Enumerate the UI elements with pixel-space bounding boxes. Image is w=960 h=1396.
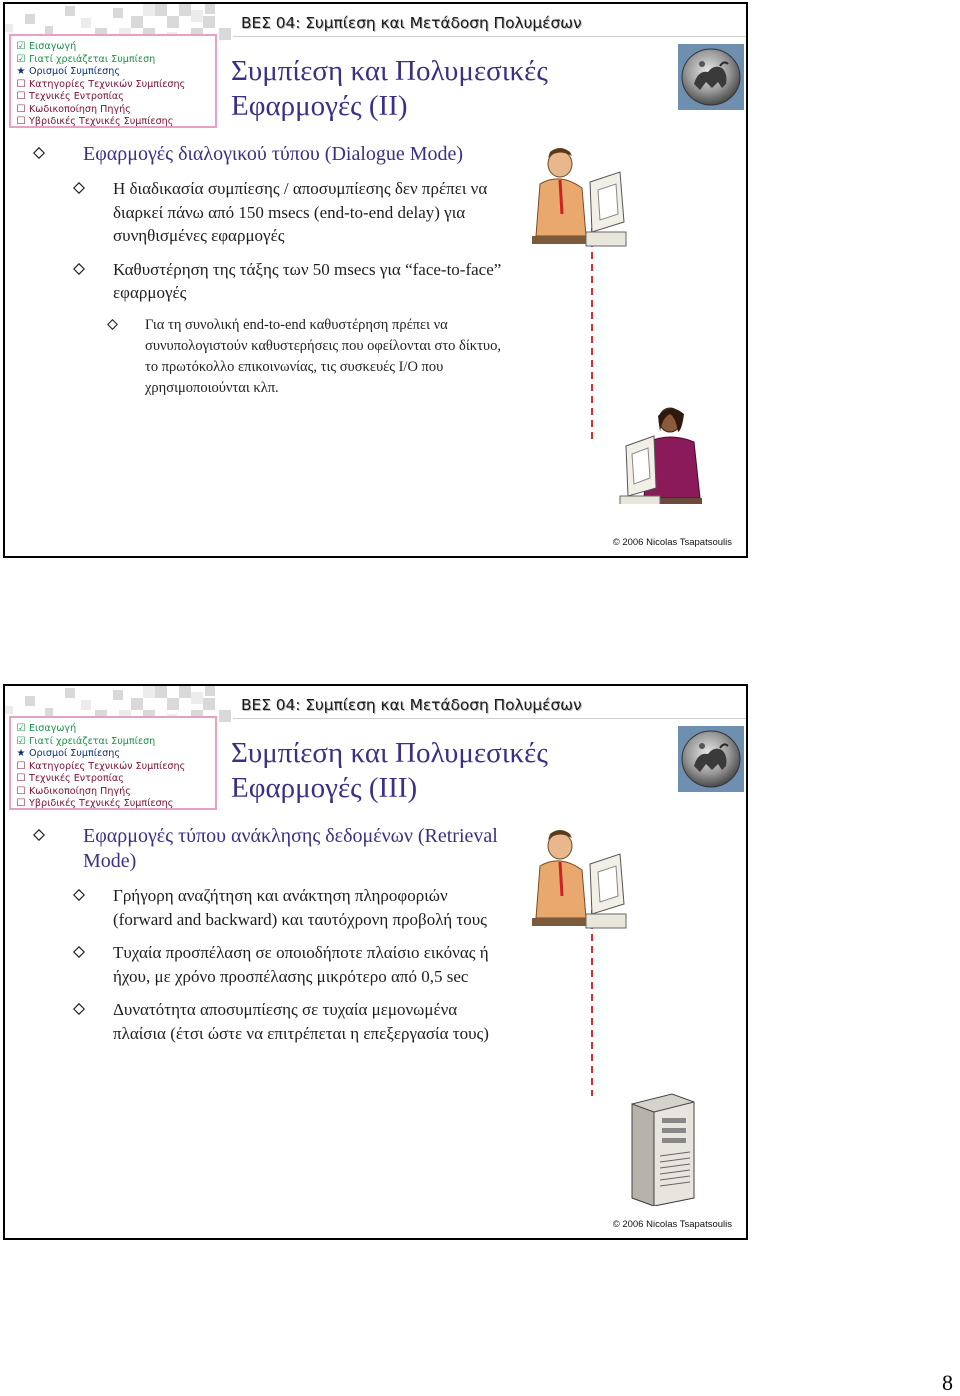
checkbox-empty-icon: ☐: [16, 91, 26, 102]
sub-bullet: [33, 258, 503, 305]
course-title: ΒΕΣ 04: Συμπίεση και Μετάδοση Πολυμέσων: [241, 696, 582, 714]
star-icon: ★: [16, 66, 26, 77]
nav-item-introduction[interactable]: [15, 41, 215, 54]
checkbox-empty-icon: ☐: [16, 103, 26, 115]
nav-item-categories[interactable]: [15, 761, 215, 774]
copyright-notice: © 2006 Nicolas Tsapatsoulis: [612, 1219, 732, 1230]
sub-bullet-text: Καθυστέρηση της τάξης των 50 msecs για “face-to-face” εφαρμογές: [113, 259, 502, 302]
course-title: ΒΕΣ 04: Συμπίεση και Μετάδοση Πολυμέσων: [241, 14, 582, 32]
checkbox-checked-icon: ☑: [16, 41, 26, 52]
diamond-bullet-icon: [73, 263, 85, 275]
checkbox-empty-icon: ☐: [16, 798, 26, 809]
nav-item-definitions[interactable]: [15, 66, 215, 79]
man-at-computer-figure: [532, 830, 626, 928]
nav-item-label: Κατηγορίες Τεχνικών Συμπίεσης: [29, 760, 186, 772]
nav-item-entropy[interactable]: [15, 773, 215, 786]
star-icon: ★: [16, 748, 26, 759]
header-divider: [233, 718, 746, 719]
nav-item-source-coding[interactable]: [15, 786, 215, 799]
slide-content: [33, 142, 503, 407]
sub-bullet: [33, 941, 503, 988]
outline-nav: [9, 34, 217, 128]
nav-item-definitions[interactable]: [15, 748, 215, 761]
nav-item-hybrid[interactable]: [15, 798, 215, 811]
diamond-bullet-icon: [73, 946, 85, 958]
checkbox-empty-icon: ☐: [16, 773, 26, 784]
nav-item-introduction[interactable]: [15, 723, 215, 736]
heading-line-2: Εφαρμογές (ΙΙ): [231, 90, 408, 122]
man-at-computer-figure: [532, 148, 626, 246]
nav-item-why-compression[interactable]: [15, 54, 215, 67]
main-bullet: [33, 142, 503, 167]
diamond-bullet-icon: [107, 319, 118, 330]
heading-line-1: Συμπίεση και Πολυμεσικές: [231, 737, 548, 769]
slide-1: [3, 2, 748, 558]
sub-bullet-text: Γρήγορη αναζήτηση και ανάκτηση πληροφοριών (forward and backward) και ταυτόχρονη προβολή τους: [113, 886, 487, 929]
sub-bullet: [33, 998, 503, 1045]
checkbox-checked-icon: ☑: [16, 735, 26, 747]
sub-bullet: [33, 884, 503, 931]
outline-nav: [9, 716, 217, 810]
nav-item-categories[interactable]: [15, 79, 215, 92]
main-bullet: [33, 824, 503, 874]
nav-item-hybrid[interactable]: [15, 116, 215, 129]
heading-line-2: Εφαρμογές (ΙΙΙ): [231, 772, 418, 804]
nav-item-label: Τεχνικές Εντροπίας: [29, 91, 124, 102]
diamond-bullet-icon: [73, 889, 85, 901]
sub-bullet-text: Τυχαία προσπέλαση σε οποιοδήποτε πλαίσιο εικόνας ή ήχου, με χρόνο προσπέλασης μικρότερο από 0,5 sec: [113, 943, 489, 986]
nav-item-label: Κατηγορίες Τεχνικών Συμπίεσης: [29, 78, 186, 90]
slide-2: [3, 684, 748, 1240]
nav-item-label: Τεχνικές Εντροπίας: [29, 773, 124, 784]
copyright-notice: © 2006 Nicolas Tsapatsoulis: [612, 537, 732, 548]
retrieval-illustration: [520, 826, 725, 1206]
ancient-coin-logo: [678, 44, 744, 110]
nav-item-label: Γιατί χρειάζεται Συμπίεση: [29, 735, 156, 747]
slide-heading: [231, 54, 548, 124]
ancient-coin-logo: [678, 726, 744, 792]
nav-item-label: Υβριδικές Τεχνικές Συμπίεσης: [29, 116, 174, 127]
diamond-bullet-icon: [33, 147, 45, 159]
nav-item-label: Ορισμοί Συμπίεσης: [29, 748, 120, 759]
dialogue-illustration: [520, 144, 725, 504]
page-number: 8: [942, 1370, 953, 1395]
sub-bullet-text: Η διαδικασία συμπίεσης / αποσυμπίεσης δεν πρέπει να διαρκεί πάνω από 150 msecs (end-to-end delay) για συνηθισμένες εφαρμογές: [113, 179, 488, 245]
server-tower-figure: [632, 1094, 694, 1206]
subsub-bullet: [33, 315, 503, 399]
sub-bullet-text: Δυνατότητα αποσυμπίεσης σε τυχαία μεμονωμένα πλαίσια (έτσι ώστε να επιτρέπεται η επεξεργασία τους): [113, 1000, 489, 1043]
heading-line-1: Συμπίεση και Πολυμεσικές: [231, 55, 548, 87]
checkbox-checked-icon: ☑: [16, 723, 26, 734]
nav-item-why-compression[interactable]: [15, 736, 215, 749]
checkbox-empty-icon: ☐: [16, 78, 26, 90]
diamond-bullet-icon: [73, 182, 85, 194]
main-bullet-text: Εφαρμογές διαλογικού τύπου (Dialogue Mode): [83, 143, 464, 165]
diamond-bullet-icon: [33, 829, 45, 841]
slide-content: [33, 824, 503, 1055]
nav-item-entropy[interactable]: [15, 91, 215, 104]
nav-item-label: Υβριδικές Τεχνικές Συμπίεσης: [29, 798, 174, 809]
checkbox-empty-icon: ☐: [16, 760, 26, 772]
nav-item-label: Εισαγωγή: [29, 41, 77, 52]
diamond-bullet-icon: [73, 1003, 85, 1015]
nav-item-label: Κωδικοποίηση Πηγής: [29, 103, 131, 115]
main-bullet-text: Εφαρμογές τύπου ανάκλησης δεδομένων (Retrieval Mode): [83, 825, 498, 872]
checkbox-empty-icon: ☐: [16, 116, 26, 127]
header-divider: [233, 36, 746, 37]
checkbox-checked-icon: ☑: [16, 53, 26, 65]
subsub-bullet-text: Για τη συνολική end-to-end καθυστέρηση πρέπει να συνυπολογιστούν καθυστερήσεις που οφείλονται στο δίκτυο, το πρωτόκολλο επικοινωνίας, τις συσκευές Ι/Ο που χρησιμοποιούνται κλπ.: [145, 316, 501, 396]
sub-bullet: [33, 177, 503, 248]
nav-item-label: Κωδικοποίηση Πηγής: [29, 785, 131, 797]
nav-item-label: Γιατί χρειάζεται Συμπίεση: [29, 53, 156, 65]
nav-item-label: Ορισμοί Συμπίεσης: [29, 66, 120, 77]
slide-heading: [231, 736, 548, 806]
woman-at-computer-figure: [620, 408, 702, 504]
nav-item-label: Εισαγωγή: [29, 723, 77, 734]
checkbox-empty-icon: ☐: [16, 785, 26, 797]
nav-item-source-coding[interactable]: [15, 104, 215, 117]
